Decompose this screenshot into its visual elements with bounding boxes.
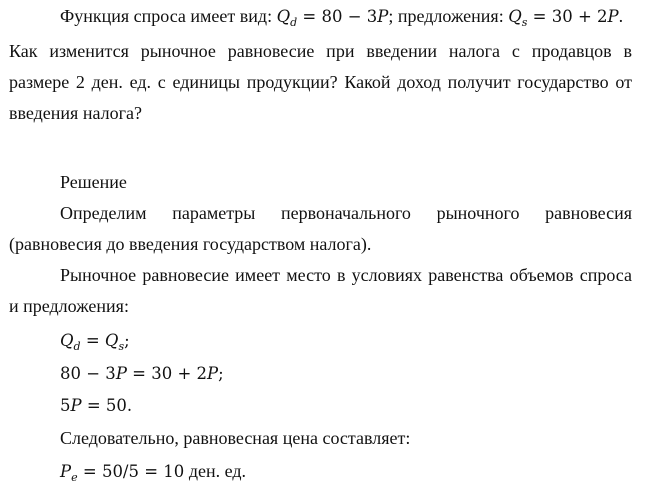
solution-paragraph-1-line-2: (равновесия до введения государством налога). <box>9 234 372 254</box>
solution-paragraph-3: Следовательно, равновесная цена составляет: <box>60 428 411 448</box>
supply-formula: $Q_s = 30 + 2P$ <box>508 7 619 29</box>
equation-qd-equals-qs: $Q_d = Q_s$; <box>60 331 130 353</box>
solution-paragraph-2-line-1: Рыночное равновесие имеет место в условиях равенства объемов спроса <box>60 265 632 285</box>
equation-equilibrium-price: $P_e = 50/5 = 10$ ден. ед. <box>60 461 247 484</box>
problem-line-1: Функция спроса имеет вид: $Q_d = 80 - 3P$; предложения: $Q_s = 30 + 2P$. <box>60 6 624 29</box>
problem-line-2: Как изменится рыночное равновесие при введении налога с продавцов в <box>9 41 632 61</box>
solution-paragraph-1-line-1: Определим параметры первоначального рыночного равновесия <box>60 203 632 223</box>
demand-formula: $Q_d = 80 - 3P$ <box>276 7 389 29</box>
problem-line-4: введения налога? <box>9 103 142 123</box>
equation-5p-equals-50: 5P = 50. <box>60 396 133 415</box>
equation-demand-equals-supply: 80 − 3P = 30 + 2P; <box>60 364 224 383</box>
problem-line-3: размере 2 ден. ед. с единицы продукции? Какой доход получит государство от <box>9 72 632 92</box>
solution-paragraph-2-line-2: и предложения: <box>9 296 129 316</box>
solution-heading: Решение <box>60 172 127 192</box>
